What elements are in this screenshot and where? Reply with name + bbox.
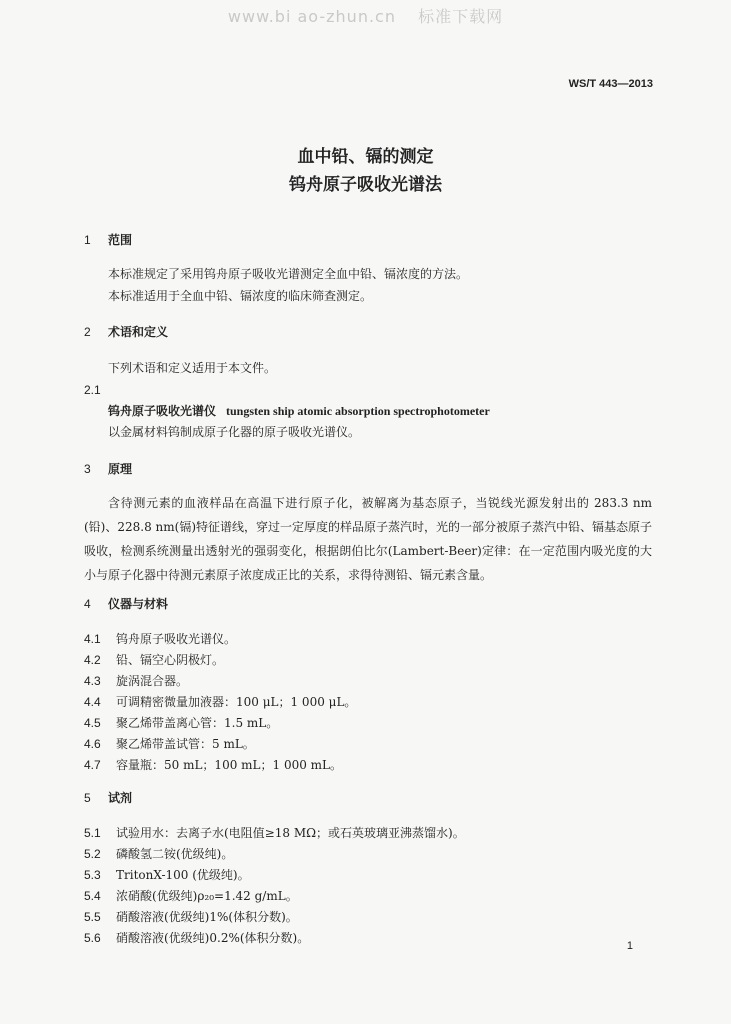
page-number: 1 bbox=[626, 940, 633, 952]
list-item bbox=[84, 715, 278, 731]
section-number: 3 bbox=[84, 462, 91, 476]
section-title: 试剂 bbox=[108, 791, 133, 805]
item-number: 4.7 bbox=[84, 758, 101, 772]
list-item bbox=[84, 825, 465, 841]
item-text: 钨舟原子吸收光谱仪。 bbox=[116, 632, 237, 646]
item-text: 磷酸氢二铵(优级纯)。 bbox=[116, 847, 234, 861]
list-item bbox=[84, 631, 236, 647]
title-line-2: 钨舟原子吸收光谱法 bbox=[289, 175, 442, 195]
section-1-paragraph-2: 本标准适用于全血中铅、镉浓度的临床筛查测定。 bbox=[108, 289, 373, 303]
item-text: 浓硝酸(优级纯)ρ₂₀=1.42 g/mL。 bbox=[116, 889, 298, 903]
section-2-paragraph-1: 下列术语和定义适用于本文件。 bbox=[108, 361, 277, 375]
standard-code: WS/T 443—2013 bbox=[568, 78, 653, 90]
section-3-paragraph: 含待测元素的血液样品在高温下进行原子化，被解离为基态原子，当锐线光源发射出的 283.3 nm (铅)、228.8 nm(镉)特征谱线，穿过一定厚度的样品原子蒸汽时，光的一部分被原子蒸汽中铅、镉基态原子吸收，检测系统测量出透射光的强弱变化，根据朗伯比尔(Lambert-Beer)定律：在一定范围内吸光度的大小与原子化器中待测元素原子浓度成正比的关系，求得待测铅、镉元素含量。 bbox=[84, 496, 653, 582]
watermark bbox=[0, 4, 731, 27]
list-item bbox=[84, 736, 255, 752]
list-item bbox=[84, 867, 250, 883]
list-item bbox=[84, 673, 188, 689]
section-number: 2 bbox=[84, 325, 91, 339]
document-title bbox=[0, 143, 731, 199]
term-definition: 以金属材料钨制成原子化器的原子吸收光谱仪。 bbox=[108, 425, 361, 439]
item-number: 5.4 bbox=[84, 889, 101, 903]
item-number: 4.1 bbox=[84, 632, 101, 646]
list-item bbox=[84, 757, 342, 773]
list-item bbox=[84, 909, 298, 925]
list-item bbox=[84, 694, 356, 710]
item-text: 硝酸溶液(优级纯)1%(体积分数)。 bbox=[116, 910, 298, 924]
section-number: 1 bbox=[84, 233, 91, 247]
item-text: 容量瓶：50 mL；100 mL；1 000 mL。 bbox=[116, 758, 343, 772]
item-number: 4.5 bbox=[84, 716, 101, 730]
section-title: 范围 bbox=[108, 233, 133, 247]
watermark-site: 标准下载网 bbox=[418, 7, 504, 26]
item-number: 4.4 bbox=[84, 695, 101, 709]
item-text: 可调精密微量加液器：100 μL；1 000 μL。 bbox=[116, 695, 357, 709]
item-text: 聚乙烯带盖离心管：1.5 mL。 bbox=[116, 716, 279, 730]
term-entry bbox=[108, 403, 490, 419]
item-text: 聚乙烯带盖试管：5 mL。 bbox=[116, 737, 255, 751]
section-4-heading bbox=[84, 596, 168, 612]
list-item bbox=[84, 846, 233, 862]
list-item bbox=[84, 888, 298, 904]
item-text: TritonX-100 (优级纯)。 bbox=[116, 868, 250, 882]
item-number: 5.5 bbox=[84, 910, 101, 924]
list-item bbox=[84, 930, 309, 946]
item-text: 硝酸溶液(优级纯)0.2%(体积分数)。 bbox=[116, 931, 310, 945]
section-title: 术语和定义 bbox=[108, 325, 169, 339]
item-text: 铅、镉空心阴极灯。 bbox=[116, 653, 225, 667]
item-number: 4.3 bbox=[84, 674, 101, 688]
list-item bbox=[84, 652, 224, 668]
subsection-2-1-number: 2.1 bbox=[84, 383, 101, 397]
term-english: tungsten ship atomic absorption spectrophotometer bbox=[226, 404, 490, 418]
item-text: 旋涡混合器。 bbox=[116, 674, 189, 688]
watermark-url: www.bi ao-zhun.cn bbox=[227, 7, 396, 26]
item-text: 试验用水：去离子水(电阻值≥18 MΩ；或石英玻璃亚沸蒸馏水)。 bbox=[116, 826, 465, 840]
item-number: 4.2 bbox=[84, 653, 101, 667]
term-chinese: 钨舟原子吸收光谱仪 bbox=[108, 404, 217, 418]
section-3-heading bbox=[84, 461, 132, 477]
item-number: 5.1 bbox=[84, 826, 101, 840]
title-line-1: 血中铅、镉的测定 bbox=[297, 147, 434, 167]
section-number: 4 bbox=[84, 597, 91, 611]
section-5-heading bbox=[84, 790, 132, 806]
item-number: 4.6 bbox=[84, 737, 101, 751]
section-title: 原理 bbox=[108, 462, 133, 476]
section-2-heading bbox=[84, 324, 168, 340]
section-title: 仪器与材料 bbox=[108, 597, 169, 611]
item-number: 5.2 bbox=[84, 847, 101, 861]
section-1-paragraph-1: 本标准规定了采用钨舟原子吸收光谱测定全血中铅、镉浓度的方法。 bbox=[108, 267, 469, 281]
section-number: 5 bbox=[84, 791, 91, 805]
item-number: 5.6 bbox=[84, 931, 101, 945]
item-number: 5.3 bbox=[84, 868, 101, 882]
section-1-heading bbox=[84, 232, 132, 248]
